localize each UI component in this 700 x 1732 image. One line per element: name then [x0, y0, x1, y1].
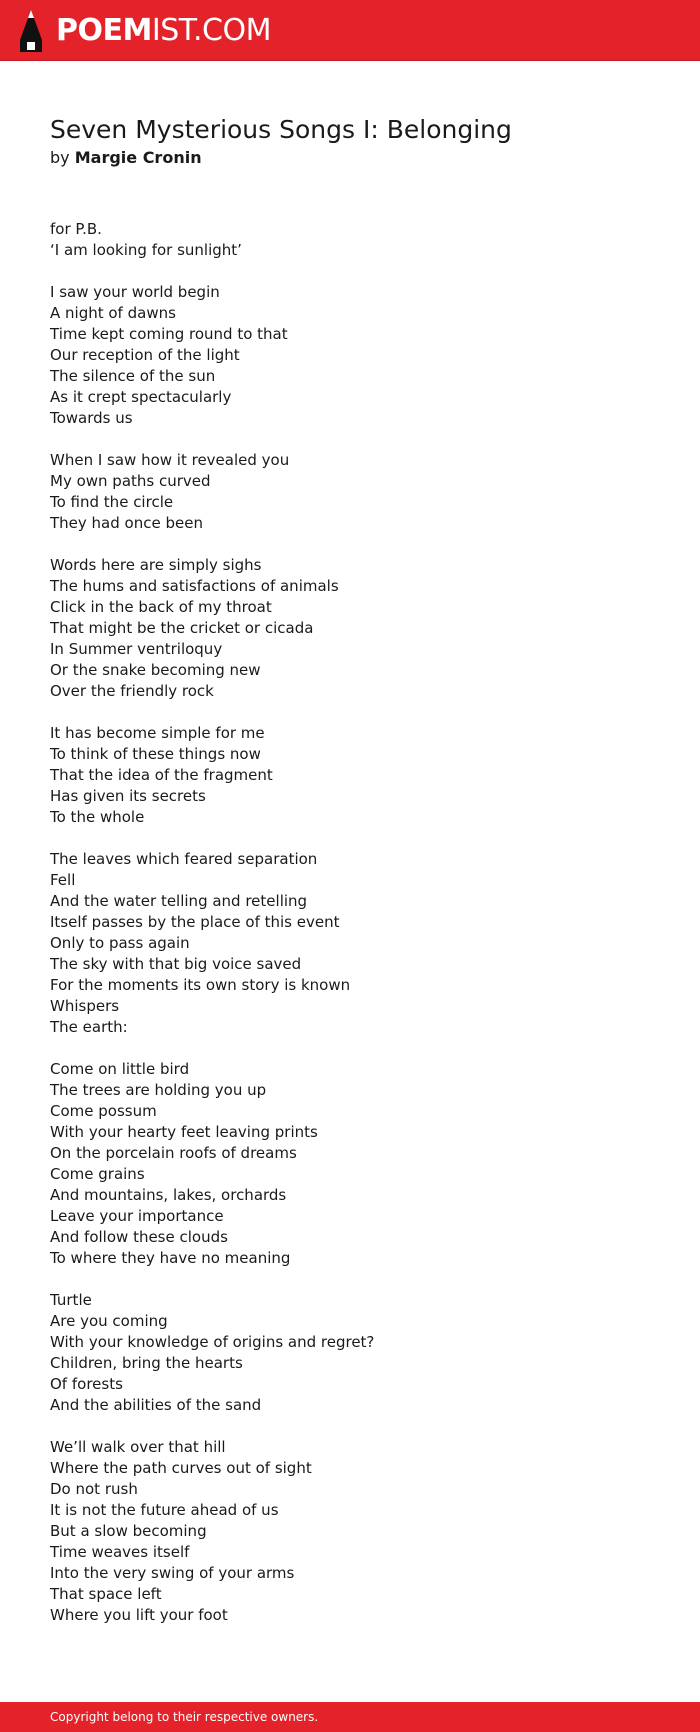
poem-byline	[50, 147, 202, 169]
poem-line: Where the path curves out of sight	[50, 1459, 312, 1477]
stanza-break	[50, 534, 670, 555]
poem-line: And the water telling and retelling	[50, 892, 308, 910]
poem-line: Towards us	[50, 409, 133, 427]
poem-line: To think of these things now	[50, 745, 261, 763]
stanza-break	[50, 429, 670, 450]
poem-line: To where they have no meaning	[50, 1249, 291, 1267]
poem-line: Where you lift your foot	[50, 1606, 228, 1624]
stanza-break	[50, 702, 670, 723]
stanza-break	[50, 828, 670, 849]
poem-line: As it crept spectacularly	[50, 388, 232, 406]
stanza-break	[50, 1416, 670, 1437]
poem-line: With your knowledge of origins and regret?	[50, 1333, 375, 1351]
poem-line: That the idea of the fragment	[50, 766, 273, 784]
poem-line: Children, bring the hearts	[50, 1354, 243, 1372]
poem-line: Words here are simply sighs	[50, 556, 262, 574]
poem-line: Turtle	[50, 1291, 92, 1309]
poem-line: Come possum	[50, 1102, 157, 1120]
poem-line: The leaves which feared separation	[50, 850, 318, 868]
poem-line: The earth:	[50, 1018, 128, 1036]
site-logo-text	[56, 10, 271, 52]
poem-line: The sky with that big voice saved	[50, 955, 302, 973]
poem-line: Our reception of the light	[50, 346, 240, 364]
poem-line: And the abilities of the sand	[50, 1396, 262, 1414]
poem-line: Leave your importance	[50, 1207, 224, 1225]
poem-line: On the porcelain roofs of dreams	[50, 1144, 297, 1162]
poem-line: Has given its secrets	[50, 787, 206, 805]
poem-line: Whispers	[50, 997, 120, 1015]
poem-line: for P.B.	[50, 220, 102, 238]
poem-line: To the whole	[50, 808, 145, 826]
poem-title: Seven Mysterious Songs I: Belonging	[50, 115, 512, 144]
poem-line: The trees are holding you up	[50, 1081, 267, 1099]
poem-line: They had once been	[50, 514, 203, 532]
poem-line: Fell	[50, 871, 76, 889]
poem-line: Into the very swing of your arms	[50, 1564, 295, 1582]
poem-line: The silence of the sun	[50, 367, 216, 385]
poem-line: Click in the back of my throat	[50, 598, 272, 616]
poem-line: It has become simple for me	[50, 724, 265, 742]
poem-line: With your hearty feet leaving prints	[50, 1123, 318, 1141]
poem-line: My own paths curved	[50, 472, 211, 490]
poem-line: Over the friendly rock	[50, 682, 214, 700]
poem-line: The hums and satisfactions of animals	[50, 577, 339, 595]
poem-line: Itself passes by the place of this event	[50, 913, 340, 931]
poem-line: But a slow becoming	[50, 1522, 207, 1540]
footer-copyright: Copyright belong to their respective owners.	[50, 1710, 319, 1724]
poem-line: Or the snake becoming new	[50, 661, 261, 679]
poem-line: Come on little bird	[50, 1060, 190, 1078]
poem-line: When I saw how it revealed you	[50, 451, 290, 469]
by-label: by	[50, 148, 70, 167]
poem-line: It is not the future ahead of us	[50, 1501, 279, 1519]
poem-line: That space left	[50, 1585, 162, 1603]
stanza-break	[50, 261, 670, 282]
poem-line: I saw your world begin	[50, 283, 220, 301]
site-header	[0, 0, 700, 61]
poem-line: Time weaves itself	[50, 1543, 190, 1561]
poem-line: Come grains	[50, 1165, 145, 1183]
poem-line: That might be the cricket or cicada	[50, 619, 314, 637]
poem-line: ‘I am looking for sunlight’	[50, 241, 242, 259]
pencil-icon	[18, 10, 44, 52]
site-logo-link[interactable]	[18, 10, 271, 52]
poem-line: In Summer ventriloquy	[50, 640, 223, 658]
poem-line: Do not rush	[50, 1480, 138, 1498]
poem-line: For the moments its own story is known	[50, 976, 351, 994]
poem-line: To find the circle	[50, 493, 174, 511]
logo-text-light: IST.COM	[151, 13, 271, 48]
poem-line: Only to pass again	[50, 934, 190, 952]
poem-line: Time kept coming round to that	[50, 325, 288, 343]
poem-line: We’ll walk over that hill	[50, 1438, 226, 1456]
poem-line: Of forests	[50, 1375, 123, 1393]
stanza-break	[50, 1269, 670, 1290]
stanza-break	[50, 1038, 670, 1059]
poem-line: And follow these clouds	[50, 1228, 228, 1246]
author-link[interactable]: Margie Cronin	[74, 148, 202, 167]
poem-line: A night of dawns	[50, 304, 176, 322]
poem-line: Are you coming	[50, 1312, 168, 1330]
poem-line: And mountains, lakes, orchards	[50, 1186, 287, 1204]
poem-body	[50, 219, 670, 1626]
site-footer	[0, 1702, 700, 1732]
logo-text-bold: POEM	[56, 13, 152, 48]
